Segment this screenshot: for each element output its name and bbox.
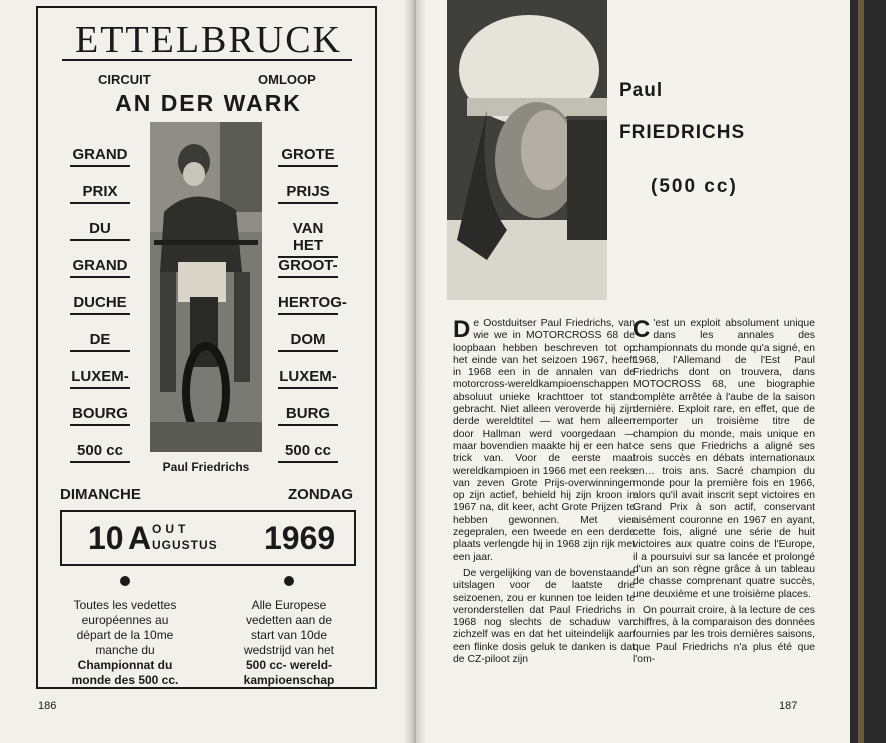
photo-caption: Paul Friedrichs <box>162 460 250 474</box>
date-month-initial: A <box>128 520 152 556</box>
info-line: start van 10de <box>250 628 328 642</box>
info-line: manche du <box>95 643 155 657</box>
portrait-photo <box>447 0 607 300</box>
page-number-left: 186 <box>38 700 57 712</box>
date-box <box>60 510 356 566</box>
title-rule <box>62 59 352 61</box>
name-last: FRIEDRICHS <box>619 122 746 143</box>
right-word: GROOT- <box>278 257 338 278</box>
omloop-label: OMLOOP <box>258 72 316 87</box>
info-line-bold: monde des 500 cc. <box>71 673 179 687</box>
paragraph-text: 'est un exploit absolument unique dans les annales des championnats du monde qu'a signé, en 1968, l'Allemand de l'Est Paul Friedrichs dont on trouvera, dans MOTOCROSS 68, une biographie complète arrêtée à l'aube de la saison dernière. Exploit rare, en effet, que de remporter un troisième titre de champion du monde, mais unique en ce sens que Friedrichs a aligné ses trois succès en débats internationaux en… trois ans. Sacré champion du monde pour la première fois en 1966, alors qu'il avait inscrit sept victoires en Grand Prix à son actif, conservant aisément couronne en 1967 en ayant, cette fois, aligné une série de huit victoires aux quatre coins de l'Europe, il a poursuivi sur sa lancée et prolongé d'un an son règne grâce à un tableau de chasse comprenant quatre succès, une deuxième et une troisième places. <box>633 318 815 600</box>
zondag-label: ZONDAG <box>288 486 353 503</box>
info-line: Alle Europese <box>251 598 327 612</box>
poster-frame <box>36 6 377 689</box>
poster-subtitle: AN DER WARK <box>115 90 302 116</box>
left-word: GRAND <box>70 146 130 167</box>
right-page <box>413 0 850 743</box>
left-word: BOURG <box>70 405 130 426</box>
right-word: PRIJS <box>278 183 338 204</box>
article-paragraph: On pourrait croire, à la lecture de ces chiffres, à la comparaison des données fournies par les trois dernières saisons, que Paul Friedrichs n'a plus été que l'om- <box>633 604 815 666</box>
info-line-bold: Championnat du <box>77 658 173 672</box>
article-paragraph <box>453 318 635 564</box>
right-word: HERTOG- <box>278 294 338 315</box>
rider-photo-image <box>150 122 262 452</box>
info-line: Toutes les vedettes <box>73 598 177 612</box>
circuit-label: CIRCUIT <box>98 72 151 87</box>
left-word: LUXEM- <box>70 368 130 389</box>
paragraph-text: e Oostduitser Paul Friedrichs, van wie we in MOTORCROSS 68 de loopbaan hebben beschreven tot op het einde van het seizoen 1967, heeft in 1968 een in de annalen van de motorcross-wereldkampioenschappen absoluut unieke krachttoer tot stand gebracht. Niet alleen veroverde hij zijn derde wereldtitel — wat hem alleen door Hallman werd voorgedaan — maar bovendien maakte hij er een hat-trick van. Voor de eerste maal wereldkampioen in 1966 met een reeks van zeven Grote Prijs-overwinningen op zijn actief, behield hij zijn kroon in 1967 na, dit keer, acht Grote Prijzen te hebben gewonnen. Met vier zegepralen, een tweede en een derde plaats verlengde hij in 1968 zijn rijk met een jaar. <box>453 318 635 563</box>
book-edge-strip <box>858 0 864 743</box>
date-month-fr: OUT <box>152 522 190 536</box>
info-line: européennes au <box>81 613 169 627</box>
right-word: GROTE <box>278 146 338 167</box>
dropcap: C <box>633 316 651 343</box>
info-line: wedstrijd van het <box>243 643 335 657</box>
date-month-nl: UGUSTUS <box>152 538 218 552</box>
left-word: 500 cc <box>70 442 130 463</box>
left-word: DUCHE <box>70 294 130 315</box>
bullet-dot <box>120 576 130 586</box>
rider-photo <box>150 122 262 452</box>
article-column-french <box>633 318 815 670</box>
left-word: GRAND <box>70 257 130 278</box>
left-word: DU <box>70 220 130 241</box>
right-word: VAN HET <box>278 220 338 258</box>
left-word: DE <box>70 331 130 352</box>
bullet-dot <box>284 576 294 586</box>
date-year: 1969 <box>264 520 336 556</box>
book-spine-shadow <box>404 0 426 743</box>
right-word: DOM <box>278 331 338 352</box>
poster-title: ETTELBRUCK <box>75 19 342 61</box>
date-day: 10 <box>88 520 124 556</box>
right-word: 500 cc <box>278 442 338 463</box>
info-line-bold: kampioenschap <box>243 673 335 687</box>
article-column-dutch <box>453 318 635 670</box>
info-line: vedetten aan de <box>245 613 333 627</box>
left-page <box>0 0 413 743</box>
name-first: Paul <box>619 80 664 101</box>
class-label: (500 cc) <box>651 176 738 197</box>
dropcap: D <box>453 316 471 343</box>
dimanche-label: DIMANCHE <box>60 486 141 503</box>
article-paragraph: De vergelijking van de bovenstaande uitslagen voor de laatste drie seizoenen, zou er kunnen toe leiden te veronderstellen dat Paul Friedrichs in 1968 nog slechts de schaduw van zichzelf was en dat het uiteindelijk aan een flinke dosis geluk te danken is dat de CZ-piloot zijn <box>453 567 635 666</box>
info-line-bold: 500 cc- wereld- <box>245 658 333 672</box>
right-word: LUXEM- <box>278 368 338 389</box>
page-number-right: 187 <box>779 700 798 712</box>
article-paragraph <box>633 318 815 601</box>
info-french <box>50 598 200 688</box>
left-word: PRIX <box>70 183 130 204</box>
info-line: départ de la 10me <box>76 628 174 642</box>
right-word: BURG <box>278 405 338 426</box>
book-edge <box>850 0 886 743</box>
portrait-image <box>447 0 607 300</box>
info-dutch <box>214 598 364 688</box>
